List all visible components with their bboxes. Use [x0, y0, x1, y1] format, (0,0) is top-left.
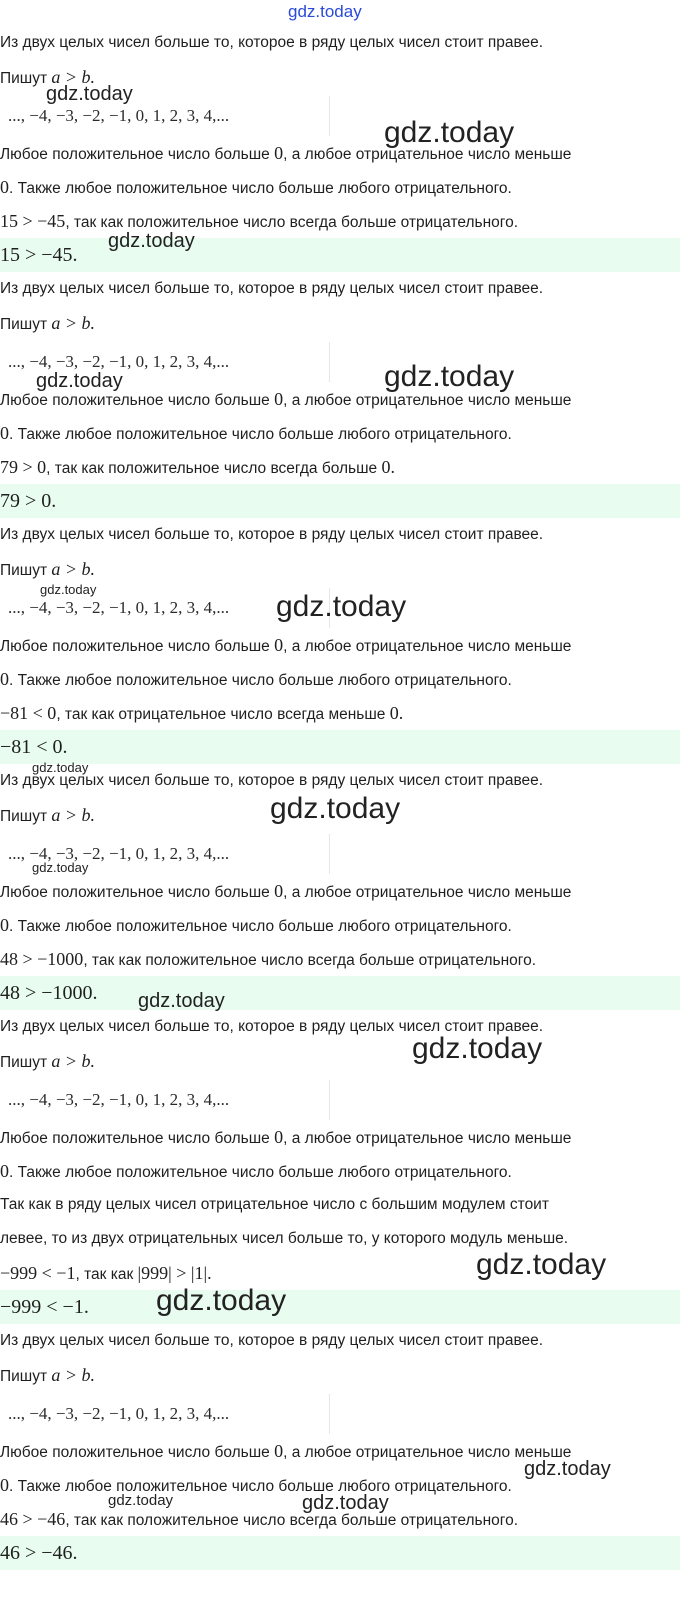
- reason-text: , так как положительное число всегда больше отрицательного.: [65, 214, 519, 231]
- text: , а любое отрицательное число меньше: [283, 1444, 572, 1461]
- text: Любое положительное число больше: [0, 392, 275, 409]
- reason-line: [0, 702, 680, 726]
- text: , а любое отрицательное число меньше: [283, 392, 572, 409]
- pos-neg-line-2: [0, 176, 680, 200]
- math-zero: 0: [0, 423, 9, 443]
- answer-row: 46 > −46.: [0, 1536, 680, 1570]
- text: . Также любое положительное число больше любого отрицательного.: [9, 672, 512, 689]
- rule-line-1: Из двух целых чисел больше то, которое в ряду целых чисел стоит правее.: [0, 1332, 544, 1349]
- math-zero: 0: [274, 635, 284, 655]
- integer-sequence: ..., −4, −3, −2, −1, 0, 1, 2, 3, 4,...: [0, 588, 330, 628]
- watermark: gdz.today: [36, 370, 123, 392]
- reason-text: , так как положительное число всегда больше отрицательного.: [65, 1512, 519, 1529]
- text: . Также любое положительное число больше любого отрицательного.: [9, 426, 512, 443]
- text: Любое положительное число больше: [0, 884, 275, 901]
- math-zero: 0: [0, 1161, 9, 1181]
- watermark: gdz.today: [32, 860, 89, 875]
- integer-sequence: ..., −4, −3, −2, −1, 0, 1, 2, 3, 4,...: [0, 1080, 330, 1120]
- reason-formula: 48 > −1000: [0, 949, 84, 969]
- watermark: gdz.today: [384, 116, 515, 149]
- reason-line: [0, 456, 680, 480]
- text: Любое положительное число больше: [0, 146, 275, 163]
- text: , а любое отрицательное число меньше: [283, 638, 572, 655]
- reason-tail: 0.: [381, 457, 395, 477]
- rule-formula: a > b.: [51, 1051, 96, 1071]
- reason-text: , так как: [75, 1266, 138, 1283]
- pos-neg-line-1: [0, 634, 680, 658]
- watermark: gdz.today: [156, 1284, 287, 1317]
- answer-row: 15 > −45.: [0, 238, 680, 272]
- math-zero: 0: [274, 1441, 284, 1461]
- text: Любое положительное число больше: [0, 638, 275, 655]
- watermark: gdz.today: [384, 360, 515, 393]
- watermark: gdz.today: [476, 1248, 607, 1281]
- reason-tail: 0.: [389, 703, 404, 723]
- rule-formula: a > b.: [51, 559, 96, 579]
- pos-neg-line-2: [0, 914, 680, 938]
- rule-line-1: Из двух целых чисел больше то, которое в ряду целых чисел стоит правее.: [0, 772, 544, 789]
- watermark: gdz.today: [524, 1458, 611, 1480]
- answer-row: 48 > −1000.: [0, 976, 680, 1010]
- pos-neg-line-1: [0, 142, 680, 166]
- write-label: Пишут: [0, 562, 48, 579]
- modulus-rule-line-1: Так как в ряду целых чисел отрицательное число с большим модулем стоит: [0, 1196, 549, 1213]
- pos-neg-line-2: [0, 1160, 680, 1184]
- text: . Также любое положительное число больше любого отрицательного.: [9, 1164, 512, 1181]
- pos-neg-line-2: [0, 422, 680, 446]
- watermark: gdz.today: [46, 83, 133, 105]
- text: Любое положительное число больше: [0, 1130, 275, 1147]
- rule-line-2: [0, 1364, 680, 1388]
- reason-formula: −81 < 0: [0, 703, 57, 723]
- write-label: Пишут: [0, 316, 48, 333]
- watermark: gdz.today: [138, 990, 225, 1012]
- watermark: gdz.today: [40, 582, 97, 597]
- modulus-rule-line-2: левее, то из двух отрицательных чисел больше то, у которого модуль меньше.: [0, 1230, 569, 1247]
- integer-sequence: ..., −4, −3, −2, −1, 0, 1, 2, 3, 4,...: [0, 96, 330, 136]
- answer-row: −81 < 0.: [0, 730, 680, 764]
- watermark: gdz.today: [276, 590, 407, 623]
- write-label: Пишут: [0, 808, 48, 825]
- watermark: gdz.today: [32, 760, 89, 775]
- math-zero: 0: [274, 1127, 284, 1147]
- write-label: Пишут: [0, 70, 48, 87]
- watermark: gdz.today: [412, 1032, 543, 1065]
- reason-text: , так как отрицательное число всегда меньше: [56, 706, 390, 723]
- rule-line-2: [0, 1050, 680, 1074]
- reason-formula: 15 > −45: [0, 211, 66, 231]
- reason-tail: |999| > |1|.: [137, 1263, 212, 1283]
- answer-row: −999 < −1.: [0, 1290, 680, 1324]
- reason-formula: −999 < −1: [0, 1263, 76, 1283]
- watermark-top: gdz.today: [288, 2, 362, 21]
- math-zero: 0: [274, 389, 284, 409]
- text: . Также любое положительное число больше любого отрицательного.: [9, 1478, 512, 1495]
- watermark: gdz.today: [270, 792, 401, 825]
- text: . Также любое положительное число больше любого отрицательного.: [9, 918, 512, 935]
- rule-line-2: [0, 558, 680, 582]
- text: . Также любое положительное число больше любого отрицательного.: [9, 180, 512, 197]
- watermark: gdz.today: [108, 230, 195, 252]
- pos-neg-line-1: [0, 1126, 680, 1150]
- rule-formula: a > b.: [51, 313, 96, 333]
- math-zero: 0: [274, 881, 284, 901]
- math-zero: 0: [0, 669, 9, 689]
- rule-formula: a > b.: [51, 67, 96, 87]
- answer-row: 79 > 0.: [0, 484, 680, 518]
- math-zero: 0: [0, 915, 9, 935]
- rule-line-1: Из двух целых чисел больше то, которое в ряду целых чисел стоит правее.: [0, 526, 544, 543]
- math-zero: 0: [0, 1475, 9, 1495]
- rule-line-1: Из двух целых чисел больше то, которое в ряду целых чисел стоит правее.: [0, 1018, 544, 1035]
- rule-line-2: [0, 312, 680, 336]
- rule-line-1: Из двух целых чисел больше то, которое в ряду целых чисел стоит правее.: [0, 34, 544, 51]
- integer-sequence: ..., −4, −3, −2, −1, 0, 1, 2, 3, 4,...: [0, 834, 330, 874]
- reason-formula: 46 > −46: [0, 1509, 66, 1529]
- reason-line: [0, 948, 680, 972]
- watermark: gdz.today: [108, 1492, 174, 1509]
- text: , а любое отрицательное число меньше: [283, 1130, 572, 1147]
- math-zero: 0: [0, 177, 9, 197]
- reason-formula: 79 > 0: [0, 457, 47, 477]
- write-label: Пишут: [0, 1368, 48, 1385]
- text: , а любое отрицательное число меньше: [283, 146, 572, 163]
- text: , а любое отрицательное число меньше: [283, 884, 572, 901]
- reason-line: [0, 210, 680, 234]
- rule-line-1: Из двух целых чисел больше то, которое в ряду целых чисел стоит правее.: [0, 280, 544, 297]
- watermark: gdz.today: [302, 1492, 389, 1514]
- integer-sequence: ..., −4, −3, −2, −1, 0, 1, 2, 3, 4,...: [0, 342, 330, 382]
- math-zero: 0: [274, 143, 284, 163]
- rule-formula: a > b.: [51, 1365, 96, 1385]
- write-label: Пишут: [0, 1054, 48, 1071]
- pos-neg-line-1: [0, 880, 680, 904]
- text: Любое положительное число больше: [0, 1444, 275, 1461]
- reason-text: , так как положительное число всегда больше: [46, 460, 382, 477]
- pos-neg-line-2: [0, 668, 680, 692]
- integer-sequence: ..., −4, −3, −2, −1, 0, 1, 2, 3, 4,...: [0, 1394, 330, 1434]
- rule-formula: a > b.: [51, 805, 96, 825]
- reason-text: , так как положительное число всегда больше отрицательного.: [83, 952, 537, 969]
